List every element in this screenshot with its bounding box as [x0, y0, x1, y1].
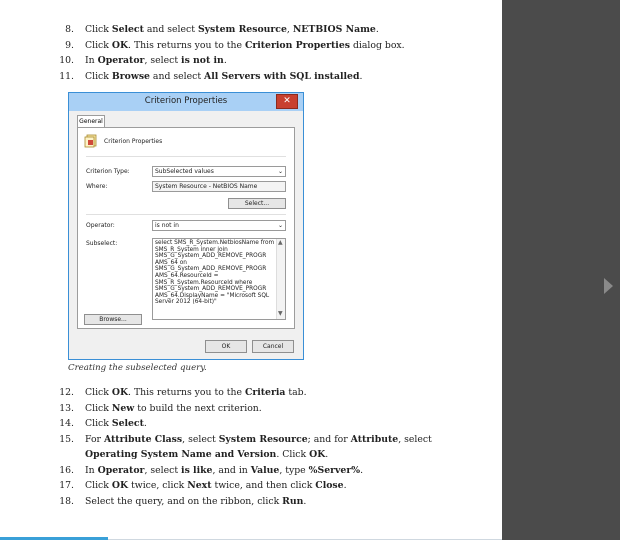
step-text: . — [223, 55, 227, 66]
step-emphasis: Operating System Name and Version — [85, 449, 277, 460]
step-text: Click — [85, 70, 112, 82]
cancel-button[interactable]: Cancel — [252, 340, 294, 353]
step-text: In — [85, 55, 98, 66]
criterion-type-dropdown[interactable] — [152, 166, 286, 177]
subselect-line: SMS_G_System_ADD_REMOVE_PROGR — [155, 266, 267, 273]
step-text: . — [343, 480, 347, 491]
step-emphasis: is not in — [181, 55, 224, 66]
operator-label: Operator: — [86, 222, 115, 229]
step-text: , select — [398, 433, 432, 445]
step-text: twice, and then click — [211, 480, 316, 491]
subselect-line: Server 2012 (64-bit)" — [155, 299, 217, 306]
step-emphasis: OK — [111, 39, 129, 51]
step-emphasis: OK — [111, 480, 129, 491]
step-emphasis: %Server% — [308, 464, 361, 476]
next-page-chevron-right-icon[interactable] — [604, 278, 613, 294]
step-number: 8. — [65, 24, 74, 35]
close-button[interactable]: ✕ — [276, 94, 298, 109]
step-emphasis: Attribute — [350, 433, 399, 445]
step-item — [59, 432, 473, 463]
step-emphasis: Value — [250, 464, 280, 476]
step-number: 18. — [59, 495, 74, 507]
subselect-scrollbar[interactable] — [276, 239, 285, 319]
step-text: , select — [144, 464, 182, 476]
step-text: . Click — [276, 449, 310, 460]
step-item — [59, 463, 473, 479]
step-number: 11. — [59, 70, 74, 82]
step-text: , and in — [212, 464, 251, 476]
step-text: twice, click — [128, 480, 188, 491]
subselect-line: AMS_64.ResourceId = — [155, 272, 219, 279]
step-text: tab. — [285, 387, 307, 398]
criterion-type-label: Criterion Type: — [86, 168, 130, 175]
step-item — [59, 385, 473, 401]
subselect-text — [155, 240, 275, 306]
general-tab-panel — [77, 127, 295, 329]
step-number: 9. — [65, 39, 74, 51]
divider — [86, 214, 286, 215]
step-emphasis: Select — [111, 24, 144, 35]
step-text: ; and for — [307, 433, 351, 445]
step-item — [59, 69, 405, 85]
steps-list-after — [59, 385, 473, 509]
subselect-line: SMS_G_System_ADD_REMOVE_PROGR — [155, 286, 267, 293]
step-emphasis: Attribute Class — [103, 433, 183, 445]
chevron-down-icon: ⌄ — [277, 222, 283, 229]
step-number: 12. — [59, 387, 74, 398]
step-number: 15. — [59, 433, 74, 445]
step-item — [59, 416, 473, 432]
step-emphasis: Next — [187, 480, 212, 491]
step-text: . — [325, 449, 329, 460]
step-text: to build the next criterion. — [134, 402, 262, 414]
tab-general[interactable]: General — [77, 115, 105, 128]
step-emphasis: Operator — [97, 464, 145, 476]
subselect-label: Subselect: — [86, 240, 118, 247]
step-text: Click — [85, 387, 112, 398]
subselect-line: SMS_R_System.ResourceId where — [155, 279, 253, 286]
where-label: Where: — [86, 183, 108, 190]
step-text: , type — [279, 464, 309, 476]
step-text: , select — [182, 433, 219, 445]
step-item — [59, 478, 473, 494]
step-item — [59, 401, 473, 417]
step-text: dialog box. — [349, 39, 405, 51]
subselect-textarea[interactable] — [152, 238, 286, 320]
figure-caption: Creating the subselected query. — [68, 363, 207, 373]
step-number: 16. — [59, 464, 74, 476]
step-emphasis: OK — [309, 449, 326, 460]
step-emphasis: System Resource — [197, 24, 287, 35]
step-text: . This returns you to the — [128, 387, 245, 398]
step-text: and select — [143, 24, 198, 35]
step-emphasis: Run — [282, 495, 304, 507]
step-text: , — [286, 24, 293, 35]
reader-sidebar — [502, 0, 620, 540]
step-number: 10. — [59, 55, 74, 66]
step-item — [59, 494, 473, 510]
step-item — [65, 22, 405, 38]
operator-dropdown[interactable] — [152, 220, 286, 231]
step-item — [65, 38, 405, 54]
criterion-document-icon — [84, 134, 98, 148]
dialog-title: Criterion Properties — [144, 96, 228, 106]
step-text: . — [359, 70, 363, 82]
step-number: 14. — [59, 418, 74, 429]
operator-value: is not in — [155, 222, 179, 229]
step-number: 13. — [59, 402, 74, 414]
step-emphasis: NETBIOS Name — [292, 24, 376, 35]
chevron-down-icon: ⌄ — [277, 168, 283, 175]
step-text: . — [303, 495, 307, 507]
step-text: and select — [149, 70, 205, 82]
browse-button[interactable]: Browse... — [84, 314, 142, 325]
criterion-properties-dialog — [68, 92, 304, 360]
subselect-line: SMS_G_System_ADD_REMOVE_PROGR — [155, 253, 267, 260]
step-number: 17. — [59, 480, 74, 491]
step-text: . — [360, 464, 364, 476]
step-text: Click — [85, 24, 112, 35]
where-value: System Resource - NetBIOS Name — [155, 183, 258, 190]
step-emphasis: All Servers with SQL installed — [204, 70, 360, 82]
scroll-down-icon[interactable]: ▼ — [278, 310, 283, 318]
step-emphasis: Browse — [111, 70, 150, 82]
step-text: Click — [85, 480, 112, 491]
step-text: . — [143, 418, 147, 429]
dialog-titlebar — [69, 93, 303, 111]
dialog-header-label: Criterion Properties — [104, 138, 163, 145]
select-button[interactable]: Select... — [228, 198, 286, 209]
step-emphasis: is like — [181, 464, 213, 476]
ok-button[interactable]: OK — [205, 340, 247, 353]
step-emphasis: OK — [111, 387, 129, 398]
subselect-line: select SMS_R_System.NetbiosName from — [155, 240, 275, 246]
step-emphasis: Criterion Properties — [244, 39, 350, 51]
scroll-up-icon[interactable]: ▲ — [278, 239, 283, 246]
subselect-line: AMS_64 on — [155, 259, 187, 266]
step-emphasis: Criteria — [244, 387, 286, 398]
step-text: For — [85, 433, 104, 445]
step-emphasis: System Resource — [218, 433, 308, 445]
step-text: , select — [144, 55, 182, 66]
divider — [86, 156, 286, 157]
step-text: Click — [85, 39, 112, 51]
subselect-line: SMS_R_System inner join — [155, 246, 228, 253]
criterion-type-value: SubSelected values — [155, 168, 214, 175]
subselect-line: AMS_64.DisplayName = "Microsoft SQL — [155, 292, 270, 299]
step-text: . This returns you to the — [128, 39, 245, 51]
step-emphasis: Close — [315, 480, 344, 491]
step-text: Click — [85, 418, 112, 429]
step-emphasis: Operator — [97, 55, 145, 66]
steps-list-before — [59, 22, 405, 84]
step-text: . — [375, 24, 379, 35]
where-field[interactable] — [152, 181, 286, 192]
step-text: In — [85, 464, 98, 476]
step-emphasis: New — [111, 402, 135, 414]
step-item — [59, 53, 405, 69]
step-emphasis: Select — [111, 418, 144, 429]
step-text: Click — [85, 402, 112, 414]
step-text: Select the query, and on the ribbon, click — [85, 495, 283, 507]
